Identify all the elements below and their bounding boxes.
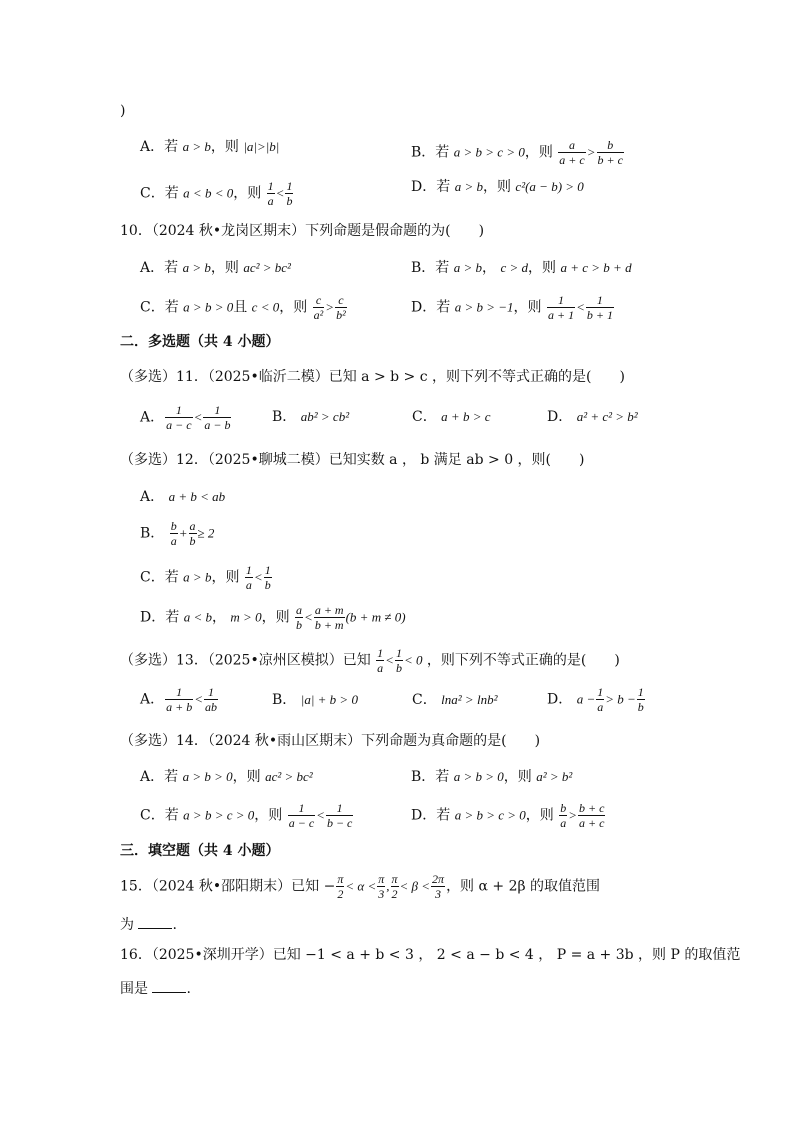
- q12-option-a: A． a + b < ab: [140, 489, 226, 505]
- section-heading-multiple-choice: 二．多选题（共 4 小题）: [120, 334, 280, 350]
- q16-answer-line: 围是 .: [120, 978, 191, 999]
- q14-option-c: C．若 a > b > c > 0，则 $\frac{1}{a - c}$ < $\frac{1}{b - c}$: [140, 801, 353, 830]
- q9-option-d: D．若 a > b，则 c²(a − b) > 0: [411, 179, 584, 195]
- q10-stem: 10．（2024 秋•龙岗区期末）下列命题是假命题的为( ): [120, 223, 485, 239]
- q16-stem: 16．（2025•深圳开学）已知 −1 < a + b < 3 ， 2 < a − b < 4 ， P = a + 3b ，则 P 的取值范: [120, 947, 741, 963]
- fraction: $\frac{1}{a - c}$: [166, 403, 192, 432]
- q11-option-a: A． $\frac{1}{a - c}$ < $\frac{1}{a - b}$: [140, 403, 231, 432]
- q13-option-b: B． |a| + b > 0: [272, 692, 358, 708]
- fraction: $\frac{1}{b}$: [286, 179, 293, 208]
- q12-option-c: C．若 a > b，则 $\frac{1}{a}$ < $\frac{1}{b}$: [140, 563, 271, 592]
- q9-stem-tail: ): [120, 103, 126, 119]
- fraction: $\frac{2\pi}{3}$: [432, 872, 445, 901]
- q13-option-c: C． lna² > lnb²: [412, 692, 498, 708]
- q13-option-a: A． $\frac{1}{a + b}$ < $\frac{1}{ab}$: [140, 685, 218, 714]
- fraction: $\frac{1}{b}$: [637, 685, 644, 714]
- fraction: $\frac{\pi}{2}$: [391, 872, 398, 901]
- fraction: $\frac{1}{a + b}$: [166, 685, 193, 714]
- fraction: $\frac{1}{a}$: [377, 646, 384, 675]
- fraction: $\frac{\pi}{2}$: [337, 872, 344, 901]
- q12-option-b: B． $\frac{b}{a}$ + $\frac{a}{b}$ ≥ 2: [140, 519, 215, 548]
- fraction: $\frac{b}{a}$: [170, 519, 177, 548]
- fraction: $\frac{\pi}{3}$: [378, 872, 385, 901]
- fraction: $\frac{1}{b}$: [264, 563, 271, 592]
- q11-option-b: B． ab² > cb²: [272, 409, 350, 425]
- fraction: $\frac{b}{b + c}$: [597, 138, 623, 167]
- answer-blank[interactable]: [138, 914, 172, 929]
- fraction: $\frac{1}{a}$: [597, 685, 604, 714]
- q12-stem: （多选）12．（2025•聊城二模）已知实数 a ， b 满足 ab > 0 ，则( ): [120, 452, 585, 468]
- q14-stem: （多选）14．（2024 秋•雨山区期末）下列命题为真命题的是( ): [120, 733, 541, 749]
- q13-option-d: D． a − $\frac{1}{a}$ > b − $\frac{1}{b}$: [547, 685, 644, 714]
- fraction: $\frac{1}{a - b}$: [204, 403, 231, 432]
- q12-option-d: D．若 a < b， m > 0，则 $\frac{a}{b}$ < $\frac{a + m}{b + m}$ (b + m ≠ 0): [140, 603, 406, 632]
- fraction: $\frac{b + c}{a + c}$: [579, 801, 605, 830]
- q11-option-c: C． a + b > c: [412, 409, 491, 425]
- q14-option-d: D．若 a > b > c > 0，则 $\frac{b}{a}$ > $\frac{b + c}{a + c}$: [411, 801, 605, 830]
- fraction: $\frac{c}{\text{b²}}$: [336, 293, 346, 322]
- q14-option-a: A．若 a > b > 0，则 ac² > bc²: [140, 769, 313, 785]
- q10-option-c: C．若 a > b > 0且 c < 0，则 $\frac{c}{\text{a²}}$ > $\frac{c}{\text{b²}}$: [140, 293, 346, 322]
- q15-answer-line: 为 .: [120, 914, 177, 935]
- answer-blank[interactable]: [152, 978, 186, 993]
- q9-option-a: A．若 a > b，则 |a|>|b|: [140, 139, 280, 155]
- q10-option-b: B．若 a > b， c > d，则 a + c > b + d: [411, 260, 632, 276]
- fraction: $\frac{a}{b}$: [296, 603, 303, 632]
- fraction: $\frac{1}{b - c}$: [326, 801, 353, 830]
- section-heading-fill-in: 三．填空题（共 4 小题）: [120, 843, 280, 859]
- q13-stem: （多选）13．（2025•凉州区模拟）已知 $\frac{1}{a}$ < $\frac{1}{b}$ < 0 ，则下列不等式正确的是( ): [120, 646, 620, 675]
- fraction: $\frac{1}{a}$: [245, 563, 252, 592]
- fraction: $\frac{a + m}{b + m}$: [314, 603, 344, 632]
- fraction: $\frac{1}{a + 1}$: [547, 293, 575, 322]
- q11-stem: （多选）11．（2025•临沂二模）已知 a > b > c ，则下列不等式正确的是( ): [120, 369, 625, 385]
- fraction: $\frac{1}{b + 1}$: [586, 293, 613, 322]
- q11-option-d: D． a² + c² > b²: [547, 409, 638, 425]
- fraction: $\frac{c}{\text{a²}}$: [313, 293, 324, 322]
- fraction: $\frac{a}{b}$: [189, 519, 196, 548]
- q15-stem: 15．（2024 秋•邵阳期末）已知 − $\frac{\pi}{2}$ < α < $\frac{\pi}{3}$ , $\frac{\pi}{2}$ < β < $\frac{2\pi}{3}$ ，则 α + 2β 的取值范围: [120, 872, 601, 901]
- q9-option-b: B．若 a > b > c > 0，则 $\frac{a}{a + c}$ > $\frac{b}{b + c}$: [411, 138, 623, 167]
- fraction: $\frac{1}{a - c}$: [288, 801, 315, 830]
- q14-option-b: B．若 a > b > 0，则 a² > b²: [411, 769, 573, 785]
- fraction: $\frac{b}{a}$: [560, 801, 567, 830]
- fraction: $\frac{1}{a}$: [267, 179, 274, 208]
- q10-option-d: D．若 a > b > −1，则 $\frac{1}{a + 1}$ < $\frac{1}{b + 1}$: [411, 293, 613, 322]
- fraction: $\frac{a}{a + c}$: [559, 138, 585, 167]
- q9-option-c: C．若 a < b < 0，则 $\frac{1}{a}$ < $\frac{1}{b}$: [140, 179, 293, 208]
- fraction: $\frac{1}{ab}$: [205, 685, 218, 714]
- q10-option-a: A．若 a > b，则 ac² > bc²: [140, 260, 291, 276]
- fraction: $\frac{1}{b}$: [395, 646, 402, 675]
